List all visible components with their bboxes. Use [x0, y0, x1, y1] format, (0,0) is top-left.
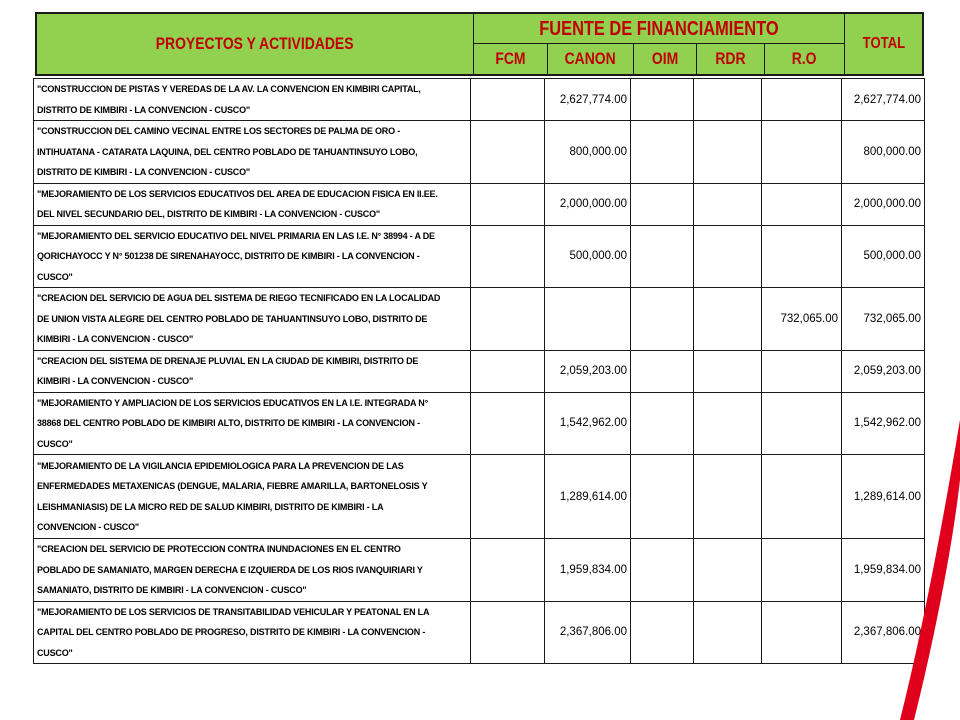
table-header: [35, 12, 924, 76]
amount-canon: [545, 288, 631, 351]
amount-ro: [762, 183, 842, 225]
project-description: [34, 121, 471, 184]
amount-oim: [631, 288, 694, 351]
project-description-line: ENFERMEDADES METAXENICAS (DENGUE, MALARIA, FIEBRE AMARILLA, BARTONELOSIS Y: [37, 481, 428, 491]
project-description-line: CUSCO": [37, 438, 73, 449]
funding-header: FUENTE DE FINANCIAMIENTO: [539, 17, 779, 40]
amount-ro: [762, 79, 842, 121]
amount-fcm: [471, 225, 545, 288]
project-description-line: DISTRITO DE KIMBIRI - LA CONVENCION - CUSCO": [37, 104, 250, 115]
amount-total: 500,000.00: [842, 225, 925, 288]
amount-canon: 1,542,962.00: [545, 392, 631, 455]
amount-canon: 2,000,000.00: [545, 183, 631, 225]
project-description-line: "CREACION DEL SISTEMA DE DRENAJE PLUVIAL EN LA CIUDAD DE KIMBIRI, DISTRITO DE: [37, 355, 419, 366]
project-description: [34, 288, 471, 351]
total-header: TOTAL: [862, 35, 905, 52]
table-row: [34, 288, 925, 351]
amount-fcm: [471, 601, 545, 664]
amount-canon: 2,367,806.00: [545, 601, 631, 664]
project-description-line: "MEJORAMIENTO DE LOS SERVICIOS EDUCATIVOS DEL AREA DE EDUCACION FISICA EN II.EE.: [37, 188, 438, 199]
amount-total: 1,959,834.00: [842, 539, 925, 602]
amount-oim: [631, 601, 694, 664]
amount-ro: [762, 225, 842, 288]
amount-total: 2,059,203.00: [842, 350, 925, 392]
project-description-line: "CONSTRUCCION DE PISTAS Y VEREDAS DE LA AV. LA CONVENCION EN KIMBIRI CAPITAL,: [37, 84, 421, 94]
project-description-line: "CONSTRUCCION DEL CAMINO VECINAL ENTRE LOS SECTORES DE PALMA DE ORO -: [37, 126, 400, 136]
amount-fcm: [471, 539, 545, 602]
amount-ro: [762, 601, 842, 664]
projects-table: [33, 78, 925, 664]
source-header-oim: OIM: [651, 49, 679, 68]
amount-total: 1,289,614.00: [842, 455, 925, 539]
amount-fcm: [471, 79, 545, 121]
amount-oim: [631, 392, 694, 455]
project-description-line: CAPITAL DEL CENTRO POBLADO DE PROGRESO, DISTRITO DE KIMBIRI - LA CONVENCION -: [37, 627, 426, 637]
project-description-line: QORICHAYOCC Y N° 501238 DE SIRENAHAYOCC, DISTRITO DE KIMBIRI - LA CONVENCION -: [37, 251, 420, 261]
amount-oim: [631, 225, 694, 288]
amount-oim: [631, 183, 694, 225]
amount-ro: [762, 455, 842, 539]
amount-ro: 732,065.00: [762, 288, 842, 351]
source-header-ro: R.O: [792, 49, 817, 68]
project-description: [34, 539, 471, 602]
project-description-line: "MEJORAMIENTO DE LA VIGILANCIA EPIDEMIOLOGICA PARA LA PREVENCION DE LAS: [37, 460, 404, 471]
corner-swoosh-decoration: [900, 420, 960, 720]
amount-canon: 800,000.00: [545, 121, 631, 184]
amount-rdr: [694, 601, 762, 664]
project-description: [34, 455, 471, 539]
project-description-line: "CREACION DEL SERVICIO DE PROTECCION CONTRA INUNDACIONES EN EL CENTRO: [37, 544, 401, 554]
project-description: [34, 350, 471, 392]
project-description: [34, 392, 471, 455]
amount-total: 732,065.00: [842, 288, 925, 351]
project-description-line: INTIHUATANA - CATARATA LAQUINA, DEL CENTRO POBLADO DE TAHUANTINSUYO LOBO,: [37, 146, 418, 157]
amount-rdr: [694, 392, 762, 455]
amount-rdr: [694, 121, 762, 184]
source-header-canon: CANON: [564, 49, 617, 68]
table-row: [34, 539, 925, 602]
project-description: [34, 225, 471, 288]
amount-fcm: [471, 350, 545, 392]
amount-canon: 500,000.00: [545, 225, 631, 288]
project-description: [34, 601, 471, 664]
project-description-line: SAMANIATO, DISTRITO DE KIMBIRI - LA CONVENCION - CUSCO": [37, 585, 307, 595]
project-description: [34, 79, 471, 121]
project-description-line: CUSCO": [37, 271, 73, 282]
project-description-line: 38868 DEL CENTRO POBLADO DE KIMBIRI ALTO, DISTRITO DE KIMBIRI - LA CONVENCION -: [37, 418, 420, 428]
amount-canon: 1,959,834.00: [545, 539, 631, 602]
table-row: [34, 455, 925, 539]
project-description-line: "MEJORAMIENTO Y AMPLIACION DE LOS SERVICIOS EDUCATIVOS EN LA I.E. INTEGRADA N°: [37, 397, 428, 408]
amount-oim: [631, 539, 694, 602]
amount-fcm: [471, 183, 545, 225]
amount-fcm: [471, 121, 545, 184]
project-description-line: DISTRITO DE KIMBIRI - LA CONVENCION - CUSCO": [37, 167, 250, 177]
amount-oim: [631, 455, 694, 539]
project-description-line: "MEJORAMIENTO DE LOS SERVICIOS DE TRANSITABILIDAD VEHICULAR Y PEATONAL EN LA: [37, 606, 430, 617]
amount-rdr: [694, 183, 762, 225]
amount-fcm: [471, 288, 545, 351]
project-description-line: KIMBIRI - LA CONVENCION - CUSCO": [37, 334, 194, 344]
project-description-line: DEL NIVEL SECUNDARIO DEL, DISTRITO DE KIMBIRI - LA CONVENCION - CUSCO": [37, 209, 380, 219]
table-row: [34, 601, 925, 664]
amount-ro: [762, 539, 842, 602]
amount-oim: [631, 121, 694, 184]
amount-canon: 2,059,203.00: [545, 350, 631, 392]
amount-total: 1,542,962.00: [842, 392, 925, 455]
amount-ro: [762, 121, 842, 184]
amount-rdr: [694, 350, 762, 392]
source-header-rdr: RDR: [715, 49, 746, 68]
project-description-line: LEISHMANIASIS) DE LA MICRO RED DE SALUD KIMBIRI, DISTRITO DE KIMBIRI - LA: [37, 501, 384, 512]
amount-oim: [631, 350, 694, 392]
amount-rdr: [694, 288, 762, 351]
amount-canon: 1,289,614.00: [545, 455, 631, 539]
amount-rdr: [694, 79, 762, 121]
amount-rdr: [694, 539, 762, 602]
project-description-line: "MEJORAMIENTO DEL SERVICIO EDUCATIVO DEL NIVEL PRIMARIA EN LAS I.E. N° 38994 - A DE: [37, 230, 435, 241]
amount-canon: 2,627,774.00: [545, 79, 631, 121]
table-row: [34, 350, 925, 392]
source-header-fcm: FCM: [495, 49, 526, 68]
table-row: [34, 79, 925, 121]
project-description-line: "CREACION DEL SERVICIO DE AGUA DEL SISTEMA DE RIEGO TECNIFICADO EN LA LOCALIDAD: [37, 293, 441, 303]
table-row: [34, 392, 925, 455]
project-description-line: CONVENCION - CUSCO": [37, 522, 139, 532]
table-row: [34, 225, 925, 288]
amount-total: 800,000.00: [842, 121, 925, 184]
table-row: [34, 121, 925, 184]
amount-total: 2,367,806.00: [842, 601, 925, 664]
projects-header: PROYECTOS Y ACTIVIDADES: [156, 34, 354, 53]
project-description-line: DE UNION VISTA ALEGRE DEL CENTRO POBLADO DE TAHUANTINSUYO LOBO, DISTRITO DE: [37, 313, 428, 324]
amount-ro: [762, 392, 842, 455]
project-description-line: KIMBIRI - LA CONVENCION - CUSCO": [37, 376, 194, 386]
project-description: [34, 183, 471, 225]
amount-total: 2,627,774.00: [842, 79, 925, 121]
amount-rdr: [694, 225, 762, 288]
project-description-line: CUSCO": [37, 647, 73, 658]
table-row: [34, 183, 925, 225]
amount-ro: [762, 350, 842, 392]
amount-fcm: [471, 392, 545, 455]
amount-fcm: [471, 455, 545, 539]
amount-rdr: [694, 455, 762, 539]
amount-total: 2,000,000.00: [842, 183, 925, 225]
amount-oim: [631, 79, 694, 121]
project-description-line: POBLADO DE SAMANIATO, MARGEN DERECHA E IZQUIERDA DE LOS RIOS IVANQUIRIARI Y: [37, 564, 423, 575]
